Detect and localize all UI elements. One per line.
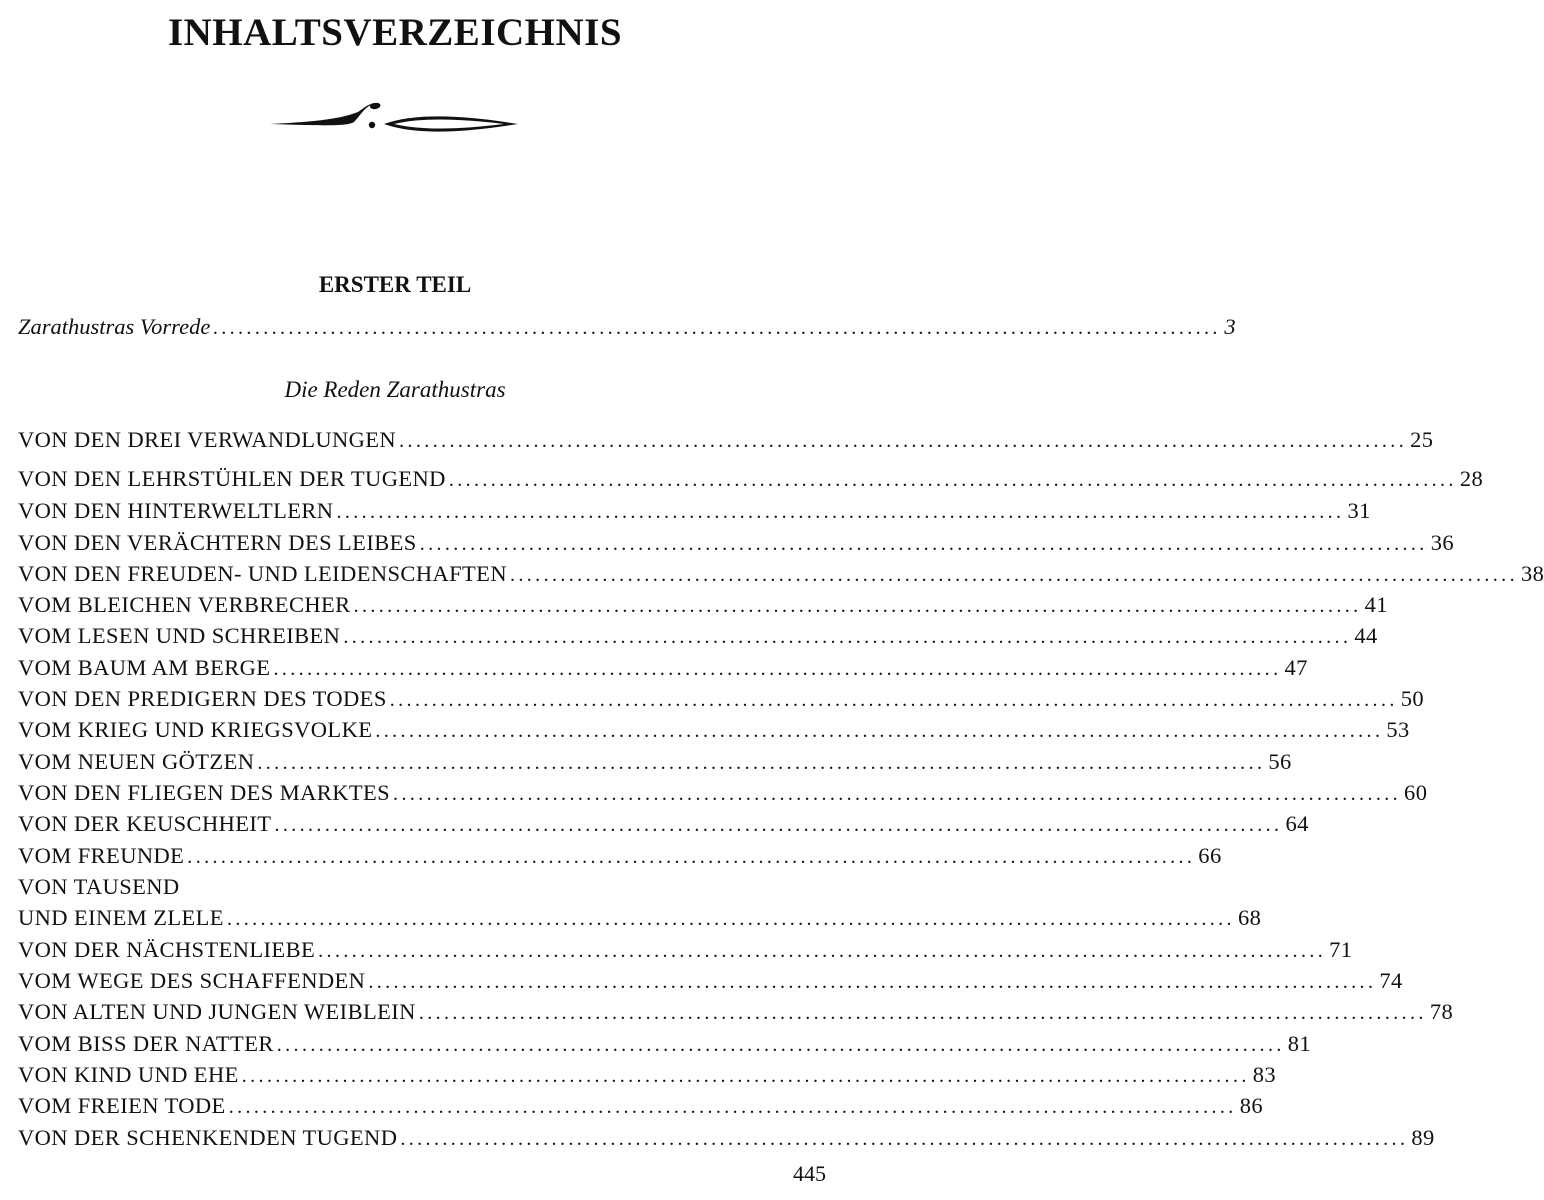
toc-entry[interactable]	[18, 811, 1309, 841]
toc-entry[interactable]	[18, 1125, 1435, 1155]
leader-dots: ........................................................................................................................	[419, 533, 1428, 555]
leader-dots: ........................................................................................................................	[393, 783, 1402, 805]
toc-entry-page: 28	[1459, 466, 1484, 491]
toc-entry[interactable]	[18, 655, 1308, 685]
leader-dots: ........................................................................................................................	[318, 940, 1327, 962]
toc-entry-page: 3	[1224, 314, 1236, 339]
part-heading: ERSTER TEIL	[318, 272, 472, 297]
toc-entry[interactable]	[18, 1062, 1277, 1092]
leader-dots: ........................................................................................................................	[400, 1128, 1409, 1150]
leader-dots: ........................................................................................................................	[399, 430, 1408, 452]
toc-entry-label: VON DEN LEHRSTÜHLEN DER TUGEND	[18, 466, 446, 491]
toc-entry-label: VON DER NÄCHSTENLIEBE	[18, 937, 316, 962]
toc-entry[interactable]	[18, 623, 1378, 653]
toc-entry[interactable]	[18, 717, 1410, 747]
leader-dots: ........................................................................................................................	[274, 814, 1283, 836]
leader-dots: ........................................................................................................................	[448, 469, 1457, 491]
toc-entry-first-line[interactable]: VON TAUSEND	[18, 874, 180, 899]
toc-entry-label: VOM NEUEN GÖTZEN	[18, 749, 255, 774]
toc-entry[interactable]	[18, 1093, 1263, 1123]
toc-entry[interactable]	[18, 530, 1454, 560]
toc-entry-page: 41	[1364, 592, 1388, 617]
toc-entry-label: VOM BLEICHEN VERBRECHER	[18, 592, 351, 617]
toc-entry-label: VON DEN PREDIGERN DES TODES	[18, 686, 387, 711]
toc-entry[interactable]	[18, 749, 1292, 779]
ornament-divider	[268, 98, 522, 138]
toc-entry-page: 71	[1329, 937, 1353, 962]
toc-entry-page: 56	[1268, 749, 1292, 774]
toc-entry-label: VOM BISS DER NATTER	[18, 1031, 274, 1056]
toc-entry[interactable]	[18, 686, 1425, 716]
toc-entry[interactable]	[18, 937, 1353, 967]
toc-entry-page: 89	[1411, 1125, 1435, 1150]
toc-entry[interactable]	[18, 466, 1484, 496]
toc-entry-page: 25	[1410, 427, 1434, 452]
toc-entry[interactable]	[18, 843, 1222, 873]
toc-entry-page: 47	[1284, 655, 1308, 680]
leader-dots: ........................................................................................................................	[336, 501, 1345, 523]
leader-dots: ........................................................................................................................	[353, 595, 1362, 617]
leader-dots: ........................................................................................................................	[228, 1096, 1237, 1118]
toc-entry-label: VOM WEGE DES SCHAFFENDEN	[18, 968, 366, 993]
toc-entry-label: VON KIND UND EHE	[18, 1062, 239, 1087]
toc-entry-page: 44	[1354, 623, 1378, 648]
toc-entry[interactable]	[18, 968, 1403, 998]
toc-entry-page: 78	[1429, 999, 1454, 1024]
toc-entry-label: VON ALTEN UND JUNGEN WEIBLEIN	[18, 999, 416, 1024]
toc-entry[interactable]	[18, 498, 1371, 528]
leader-dots: ........................................................................................................................	[241, 1065, 1250, 1087]
leader-dots: ........................................................................................................................	[509, 564, 1518, 586]
leader-dots: ........................................................................................................................	[368, 971, 1377, 993]
toc-entry-label: VON DEN FLIEGEN DES MARKTES	[18, 780, 391, 805]
toc-entry-label: VOM FREIEN TODE	[18, 1093, 226, 1118]
toc-entry-label: VOM LESEN UND SCHREIBEN	[18, 623, 341, 648]
leader-dots: ........................................................................................................................	[389, 689, 1398, 711]
toc-entry[interactable]	[18, 561, 1544, 591]
toc-entry-label: UND EINEM ZLELE	[18, 905, 224, 930]
toc-entry-page: 36	[1430, 530, 1454, 555]
toc-entry-label: VOM KRIEG UND KRIEGSVOLKE	[18, 717, 373, 742]
leader-dots: ........................................................................................................................	[187, 846, 1196, 868]
leader-dots: ........................................................................................................................	[226, 908, 1235, 930]
toc-entry[interactable]	[18, 999, 1454, 1029]
leader-dots: ........................................................................................................................	[418, 1002, 1427, 1024]
toc-entry-page: 66	[1198, 843, 1222, 868]
toc-entry[interactable]	[18, 780, 1428, 810]
toc-entry-page: 81	[1287, 1031, 1312, 1056]
toc-entry-label: VON DEN HINTERWELTLERN	[18, 498, 334, 523]
leader-dots: ........................................................................................................................	[375, 720, 1384, 742]
page-number: 445	[793, 1161, 826, 1186]
leader-dots: ........................................................................................................................	[273, 658, 1282, 680]
leader-dots: ........................................................................................................................	[213, 317, 1222, 339]
toc-entry[interactable]	[18, 592, 1388, 622]
leader-dots: ........................................................................................................................	[343, 626, 1352, 648]
toc-entry-label: Zarathustras Vorrede	[18, 314, 211, 339]
toc-entry-page: 83	[1252, 1062, 1277, 1087]
leader-dots: ........................................................................................................................	[257, 752, 1266, 774]
toc-entry-page: 50	[1400, 686, 1425, 711]
leader-dots: ........................................................................................................................	[276, 1034, 1285, 1056]
toc-entry-label: VON DEN FREUDEN- UND LEIDENSCHAFTEN	[18, 561, 507, 586]
toc-entry-page: 60	[1404, 780, 1428, 805]
section-subheading: Die Reden Zarathustras	[284, 377, 506, 402]
toc-entry-page: 74	[1379, 968, 1403, 993]
toc-entry-page: 64	[1285, 811, 1309, 836]
toc-entry-page: 53	[1386, 717, 1410, 742]
toc-entry-page: 86	[1239, 1093, 1263, 1118]
toc-entry-label: VOM BAUM AM BERGE	[18, 655, 271, 680]
toc-entry-label: VON DEN VERÄCHTERN DES LEIBES	[18, 530, 417, 555]
toc-entry-page: 31	[1347, 498, 1371, 523]
toc-entry[interactable]	[18, 427, 1434, 457]
toc-entry-page: 68	[1237, 905, 1262, 930]
toc-entry-label: VON DER KEUSCHHEIT	[18, 811, 272, 836]
toc-entry-label: VON DER SCHENKENDEN TUGEND	[18, 1125, 398, 1150]
toc-entry-page: 38	[1520, 561, 1544, 586]
page-title: INHALTSVERZEICHNIS	[167, 11, 623, 54]
toc-entry[interactable]	[18, 1031, 1312, 1061]
toc-entry-label: VOM FREUNDE	[18, 843, 185, 868]
toc-entry-preface[interactable]	[18, 314, 1236, 344]
toc-entry[interactable]	[18, 905, 1262, 935]
toc-entry-label: VON DEN DREI VERWANDLUNGEN	[18, 427, 397, 452]
